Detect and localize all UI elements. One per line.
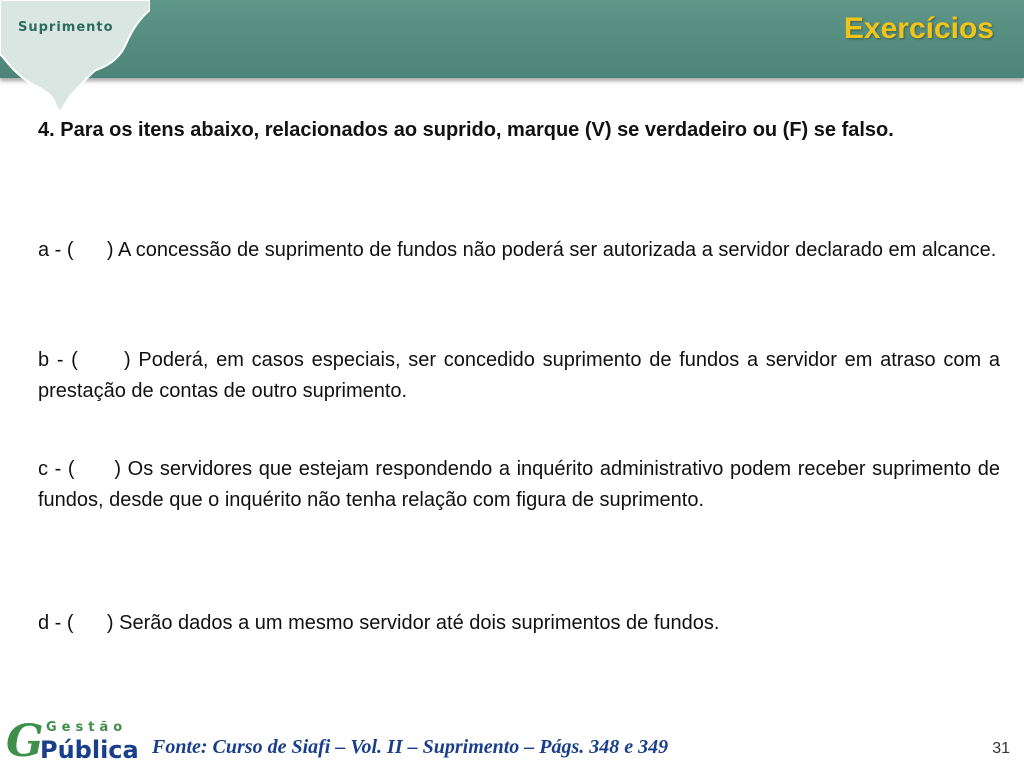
slide-content: [38, 108, 1006, 634]
logo-text: Suprimento: [18, 20, 114, 35]
item-d: d - ( ) Serão dados a um mesmo servidor até dois suprimentos de fundos.: [38, 612, 720, 634]
source-citation: Fonte: Curso de Siafi – Vol. II – Suprimento – Págs. 348 e 349: [152, 736, 669, 758]
logo-gestao-text: Gestão: [46, 720, 128, 735]
gestao-publica-logo: [4, 718, 138, 766]
item-a: a - ( ) A concessão de suprimento de fundos não poderá ser autorizada a servidor declarado em alcance.: [38, 239, 997, 261]
item-c: c - ( ) Os servidores que estejam respondendo a inquérito administrativo podem receber suprimento de fundos, desde que o inquérito não tenha relação com figura de suprimento.: [38, 458, 1006, 511]
question-text: 4. Para os itens abaixo, relacionados ao suprido, marque (V) se verdadeiro ou (F) se falso.: [38, 119, 894, 141]
brazil-map-logo: [0, 0, 150, 112]
slide-title: Exercícios: [843, 12, 994, 45]
page-number: 31: [992, 740, 1010, 757]
item-b: b - ( ) Poderá, em casos especiais, ser concedido suprimento de fundos a servidor em atraso com a prestação de contas de outro suprimento.: [38, 349, 1006, 402]
logo-publica-text: Pública: [40, 736, 139, 764]
g-logo-icon: G: [6, 716, 44, 767]
